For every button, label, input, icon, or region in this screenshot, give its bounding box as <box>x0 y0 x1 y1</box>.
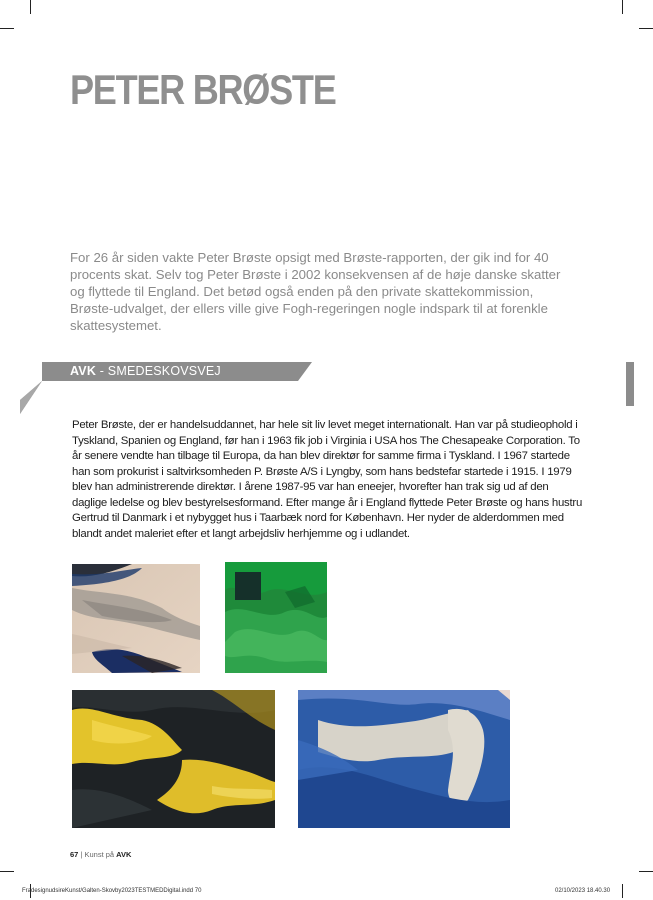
print-file-info: FradesignudsireKunst/Galten-Skovby2023TESTMEDDigital.indd 70 <box>22 888 202 894</box>
footer-separator: | <box>78 850 85 859</box>
page-number: 67 <box>70 850 79 859</box>
footer-section-prefix: Kunst på <box>84 850 117 859</box>
page-footer <box>70 850 131 859</box>
section-banner-label <box>70 364 221 378</box>
crop-mark-left-top <box>0 28 14 29</box>
crop-mark-top-left <box>30 0 31 14</box>
page-edge-tab <box>626 362 634 406</box>
body-paragraph <box>72 418 584 542</box>
crop-mark-bottom-right <box>622 884 623 898</box>
banner-bold: AVK <box>70 364 97 378</box>
artwork-green-abstract <box>225 562 327 673</box>
artwork-blue-white-abstract <box>298 690 510 828</box>
crop-mark-top-right <box>622 0 623 14</box>
crop-mark-right-bottom <box>639 871 653 872</box>
footer-section-bold: AVK <box>116 850 132 859</box>
artwork-yellow-black-abstract <box>72 690 275 828</box>
intro-paragraph <box>70 249 570 334</box>
banner-rest: SMEDESKOVSVEJ <box>107 364 221 378</box>
intro-text: For 26 år siden vakte Peter Brøste opsigt med Brøste-rapporten, der gik ind for 40 procents skat. Selv tog Peter Brøste i 2002 konsekvensen af de høje danske skatter og flyttede til England. Det betød også enden på den private skattekommission, Brøste-udvalget, der ellers ville give Fogh-regeringen nogle indspark til at forenkle skattesystemet. <box>70 250 561 333</box>
body-text: Peter Brøste, der er handelsuddannet, har hele sit liv levet meget internationalt. Han var på studieophold i Tyskland, Spanien og England, før han i 1963 fik job i Virginia i USA hos The Chesapeake Corporation. To år senere vendte han tilbage til Europa, da han blev direktør for samme firma i Tyskland. I 1967 startede han som prokurist i saltvirksomheden P. Brøste A/S i Lyngby, som hans bedstefar startede i 1915. I 1979 blev han administrerende direktør. I årene 1987-95 var han eneejer, hvorefter han trak sig ud af den daglige ledelse og blev bestyrelsesformand. Efter mange år i England flyttede Peter Brøste og hans hustru Gertrud til Danmark i et nybygget hus i Taarbæk nord for København. Her nyder de alderdommen med blandt andet maleriet efter et langt arbejdsliv herhjemme og i udlandet. <box>72 419 583 540</box>
crop-mark-left-bottom <box>0 871 14 872</box>
page-title: PETER BRØSTE <box>70 66 336 113</box>
print-date-info: 02/10/2023 18.40.30 <box>555 888 611 894</box>
artwork-beige-abstract <box>72 564 200 673</box>
crop-mark-right-top <box>639 28 653 29</box>
banner-separator: - <box>96 364 108 378</box>
